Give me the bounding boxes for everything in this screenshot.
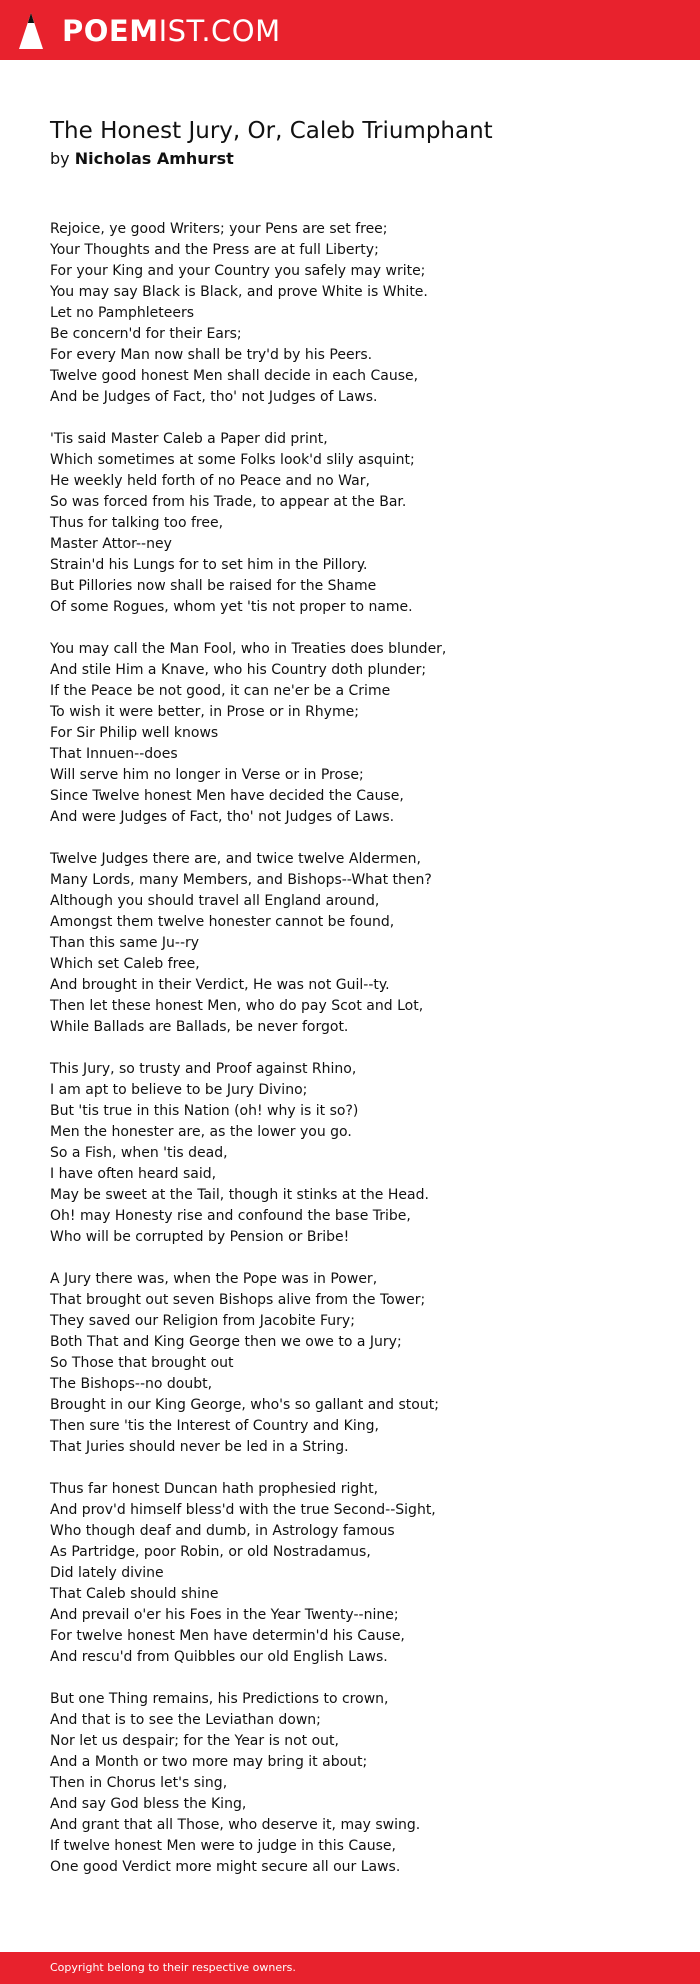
stanza	[50, 219, 650, 408]
poem-line: And stile Him a Knave, who his Country doth plunder;	[50, 662, 427, 678]
poem-line: That Innuen--does	[50, 746, 178, 762]
poem-line: And a Month or two more may bring it about;	[50, 1754, 368, 1770]
poem-line: Twelve Judges there are, and twice twelve Aldermen,	[50, 851, 421, 867]
poem-line: That Juries should never be led in a String.	[50, 1439, 349, 1455]
poem-line: Who though deaf and dumb, in Astrology famous	[50, 1523, 395, 1539]
poem-line: Nor let us despair; for the Year is not out,	[50, 1733, 339, 1749]
poem-line: Then in Chorus let's sing,	[50, 1775, 228, 1791]
poem-line: Of some Rogues, whom yet 'tis not proper to name.	[50, 599, 413, 615]
poem-line: Amongst them twelve honester cannot be found,	[50, 914, 395, 930]
poem-line: For twelve honest Men have determin'd his Cause,	[50, 1628, 405, 1644]
poem-line: For Sir Philip well knows	[50, 725, 219, 741]
site-footer	[0, 1952, 700, 1984]
logo-text	[62, 12, 281, 50]
poem-line: Your Thoughts and the Press are at full Liberty;	[50, 242, 379, 258]
poem-line: You may call the Man Fool, who in Treaties does blunder,	[50, 641, 447, 657]
poem-line: And prov'd himself bless'd with the true Second--Sight,	[50, 1502, 436, 1518]
poem-line: Brought in our King George, who's so gallant and stout;	[50, 1397, 439, 1413]
logo-text-bold: POEM	[62, 14, 159, 48]
poem-line: And prevail o'er his Foes in the Year Twenty--nine;	[50, 1607, 399, 1623]
poem-line: But 'tis true in this Nation (oh! why is it so?)	[50, 1103, 359, 1119]
poem-line: May be sweet at the Tail, though it stinks at the Head.	[50, 1187, 429, 1203]
poem-line: A Jury there was, when the Pope was in Power,	[50, 1271, 378, 1287]
poem-line: Both That and King George then we owe to a Jury;	[50, 1334, 402, 1350]
stanza	[50, 1269, 650, 1458]
poem-line: They saved our Religion from Jacobite Fury;	[50, 1313, 355, 1329]
stanza	[50, 1689, 650, 1878]
author-link[interactable]: Nicholas Amhurst	[74, 149, 234, 168]
by-label: by	[50, 149, 70, 168]
poem-line: If twelve honest Men were to judge in this Cause,	[50, 1838, 396, 1854]
poem-line: Although you should travel all England around,	[50, 893, 380, 909]
poem-line: Oh! may Honesty rise and confound the base Tribe,	[50, 1208, 411, 1224]
poem-line: Men the honester are, as the lower you go.	[50, 1124, 352, 1140]
site-header	[0, 0, 700, 60]
poem-line: Then let these honest Men, who do pay Scot and Lot,	[50, 998, 424, 1014]
poem-line: Rejoice, ye good Writers; your Pens are set free;	[50, 221, 388, 237]
poem-line: Did lately divine	[50, 1565, 164, 1581]
poem-line: This Jury, so trusty and Proof against Rhino,	[50, 1061, 357, 1077]
poem-line: For your King and your Country you safely may write;	[50, 263, 426, 279]
poem-line: One good Verdict more might secure all our Laws.	[50, 1859, 401, 1875]
stanza	[50, 1059, 650, 1248]
poem-line: Let no Pamphleteers	[50, 305, 195, 321]
stanza	[50, 429, 650, 618]
pencil-tip-icon	[18, 12, 44, 50]
poem-line: Than this same Ju--ry	[50, 935, 200, 951]
poem-title: The Honest Jury, Or, Caleb Triumphant	[50, 118, 493, 144]
poem-line: 'Tis said Master Caleb a Paper did print,	[50, 431, 328, 447]
poem-line: That brought out seven Bishops alive from the Tower;	[50, 1292, 426, 1308]
logo-text-light: IST.COM	[158, 14, 281, 48]
poem-body	[50, 219, 650, 1899]
poem-line: To wish it were better, in Prose or in Rhyme;	[50, 704, 359, 720]
poem-line: But one Thing remains, his Predictions to crown,	[50, 1691, 389, 1707]
poem-line: Which set Caleb free,	[50, 956, 200, 972]
poem-line: I am apt to believe to be Jury Divino;	[50, 1082, 308, 1098]
byline	[50, 148, 234, 170]
poem-line: And brought in their Verdict, He was not Guil--ty.	[50, 977, 390, 993]
stanza	[50, 1479, 650, 1668]
poem-line: As Partridge, poor Robin, or old Nostradamus,	[50, 1544, 371, 1560]
poem-line: Since Twelve honest Men have decided the Cause,	[50, 788, 404, 804]
poem-line: So Those that brought out	[50, 1355, 234, 1371]
site-logo[interactable]	[18, 12, 281, 50]
poem-line: If the Peace be not good, it can ne'er be a Crime	[50, 683, 391, 699]
poem-line: That Caleb should shine	[50, 1586, 219, 1602]
poem-line: Strain'd his Lungs for to set him in the Pillory.	[50, 557, 368, 573]
poem-line: The Bishops--no doubt,	[50, 1376, 213, 1392]
poem-line: While Ballads are Ballads, be never forgot.	[50, 1019, 349, 1035]
poem-line: Which sometimes at some Folks look'd slily asquint;	[50, 452, 415, 468]
poem-line: Many Lords, many Members, and Bishops--What then?	[50, 872, 432, 888]
poem-line: He weekly held forth of no Peace and no War,	[50, 473, 370, 489]
poem-line: And rescu'd from Quibbles our old English Laws.	[50, 1649, 388, 1665]
poem-line: Will serve him no longer in Verse or in Prose;	[50, 767, 364, 783]
poem-line: But Pillories now shall be raised for the Shame	[50, 578, 377, 594]
poem-line: For every Man now shall be try'd by his Peers.	[50, 347, 373, 363]
stanza	[50, 849, 650, 1038]
poem-line: Twelve good honest Men shall decide in each Cause,	[50, 368, 419, 384]
poem-line: And that is to see the Leviathan down;	[50, 1712, 321, 1728]
copyright-text: Copyright belong to their respective owners.	[50, 1961, 296, 1974]
poem-line: You may say Black is Black, and prove White is White.	[50, 284, 428, 300]
poem-line: Be concern'd for their Ears;	[50, 326, 242, 342]
poem-line: So was forced from his Trade, to appear at the Bar.	[50, 494, 407, 510]
poem-line: And be Judges of Fact, tho' not Judges of Laws.	[50, 389, 378, 405]
poem-line: And say God bless the King,	[50, 1796, 247, 1812]
poem-line: Then sure 'tis the Interest of Country and King,	[50, 1418, 379, 1434]
poem-line: Thus far honest Duncan hath prophesied right,	[50, 1481, 379, 1497]
poem-line: And were Judges of Fact, tho' not Judges of Laws.	[50, 809, 395, 825]
poem-line: I have often heard said,	[50, 1166, 217, 1182]
stanza	[50, 639, 650, 828]
poem-line: Who will be corrupted by Pension or Bribe!	[50, 1229, 350, 1245]
poem-line: So a Fish, when 'tis dead,	[50, 1145, 228, 1161]
poem-line: And grant that all Those, who deserve it, may swing.	[50, 1817, 421, 1833]
poem-line: Master Attor--ney	[50, 536, 172, 552]
poem-line: Thus for talking too free,	[50, 515, 224, 531]
